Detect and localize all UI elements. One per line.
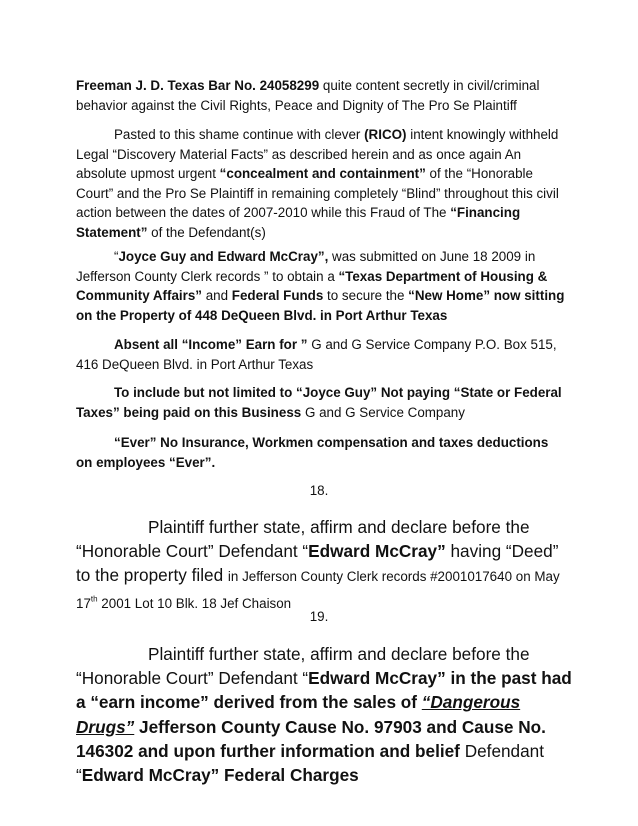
p4-a: Absent all “Income” Earn for ” bbox=[114, 337, 308, 352]
p8-f: Edward McCray” Federal Charges bbox=[81, 765, 359, 786]
bar-number: Freeman J. D. Texas Bar No. 24058299 bbox=[76, 78, 320, 93]
p5-a: To include but not limited to bbox=[114, 385, 296, 400]
p3-a: “ bbox=[114, 249, 119, 264]
p8-d: Jefferson County Cause No. 97903 and Cause No. 146302 and upon further information and belief bbox=[76, 716, 546, 761]
p3-b: Joyce Guy and Edward McCray”, bbox=[118, 249, 329, 264]
paragraph-absent-income bbox=[76, 335, 566, 374]
paragraph-insurance bbox=[76, 433, 566, 472]
p7-d: in Jefferson County Clerk records #2001017640 on May 17 bbox=[76, 569, 560, 611]
p5-c: G and G Service Company bbox=[301, 404, 465, 420]
p3-d: “Texas Department of Housing & Community Affairs” bbox=[76, 268, 548, 304]
p6-a: “Ever” No Insurance, Workmen compensation and taxes deductions on employees “Ever”. bbox=[76, 435, 549, 470]
paragraph-freeman bbox=[76, 76, 566, 115]
p7-e: th bbox=[90, 593, 98, 603]
p3-e: and bbox=[201, 288, 232, 304]
p2-f: “Financing Statement” bbox=[76, 205, 521, 240]
p8-e: Defendant “ bbox=[76, 740, 545, 786]
p5-b: “Joyce Guy” Not paying “State or Federal Taxes” being paid on this Business bbox=[76, 385, 562, 420]
p3-c: was submitted on June 18 2009 in Jefferson County Clerk records ” to obtain a bbox=[76, 249, 536, 284]
p4-b: G and G Service Company P.O. Box 515, 416 DeQueen Blvd. in Port Arthur Texas bbox=[76, 337, 557, 372]
p8-a: Plaintiff further state, affirm and declare before the “Honorable Court” Defendant “ bbox=[76, 644, 530, 689]
p8-b: Edward McCray” in the past had a “earn income” derived from the sales of bbox=[76, 668, 572, 713]
p7-c: having “Deed” to the property filed bbox=[76, 541, 559, 586]
p2-a: Pasted to this shame continue with clever bbox=[114, 127, 365, 142]
paragraph-joyce-guy bbox=[76, 247, 566, 325]
p3-h: “New Home” now sitting on the Property of 448 DeQueen Blvd. in Port Arthur Texas bbox=[76, 288, 565, 323]
paragraph-drugs bbox=[76, 642, 576, 787]
p2-c: intent knowingly withheld Legal “Discovery Material Facts” as described herein and as once again An absolute upmost urgent bbox=[76, 127, 559, 182]
p7-f: 2001 Lot 10 Blk. 18 Jef Chaison bbox=[97, 595, 292, 611]
p2-b: (RICO) bbox=[364, 127, 407, 142]
p3-g: to secure the bbox=[323, 288, 409, 304]
p2-e: of the “Honorable Court” and the Pro Se Plaintiff in remaining completely “Blind” throughout this civil action between the dates of 2007-2010 while this Fraud of The bbox=[76, 166, 559, 221]
paragraph-deed bbox=[76, 515, 576, 616]
paragraph-taxes bbox=[76, 383, 566, 422]
p1-text: quite content secretly in civil/criminal behavior against the Civil Rights, Peace and Dignity of The Pro Se Plaintiff bbox=[76, 78, 540, 113]
section-number-19: 19. bbox=[309, 609, 329, 624]
p3-f: Federal Funds bbox=[231, 288, 324, 304]
p2-g: of the Defendant(s) bbox=[147, 224, 266, 240]
paragraph-rico bbox=[76, 125, 566, 243]
p7-b: Edward McCray” bbox=[308, 541, 446, 562]
p7-a: Plaintiff further state, affirm and declare before the “Honorable Court” Defendant “ bbox=[76, 517, 530, 562]
section-number-18: 18. bbox=[309, 483, 329, 498]
p8-c: “Dangerous Drugs” bbox=[76, 692, 521, 737]
p2-d: “concealment and containment” bbox=[219, 166, 426, 182]
